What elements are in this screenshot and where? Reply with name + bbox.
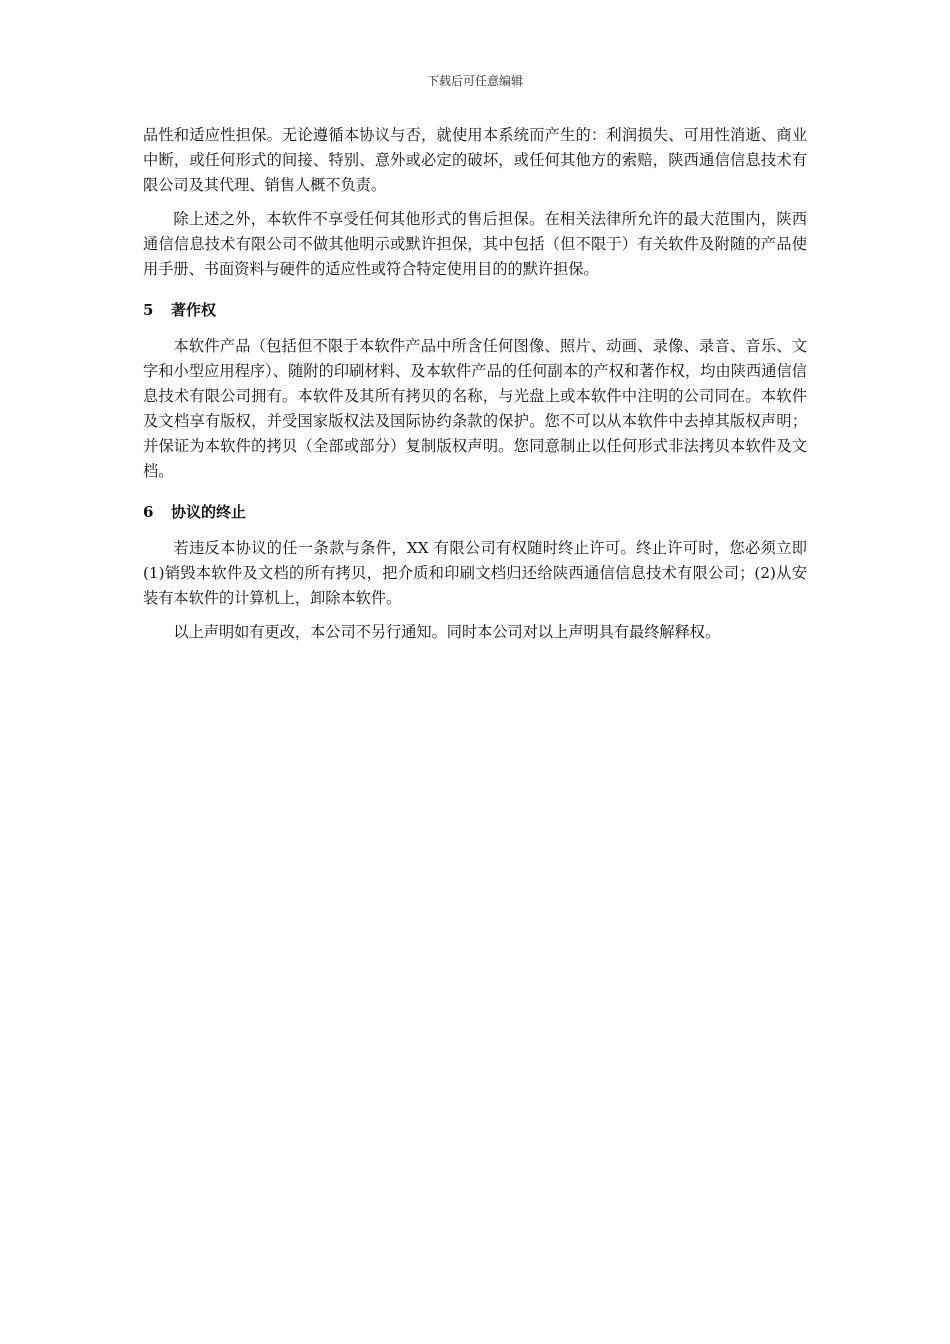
section-title: 协议的终止 <box>171 503 247 521</box>
paragraph-final-statement: 以上声明如有更改，本公司不另行通知。同时本公司对以上声明具有最终解释权。 <box>173 623 721 641</box>
paragraph-warranty: 除上述之外，本软件不享受任何其他形式的售后担保。在相关法律所允许的最大范围内，陕西通信信息技术有限公司不做其他明示或默许担保，其中包括（但不限于）有关软件及附随的产品使用手册、书面资料与硬件的适应性或符合特定使用目的的默许担保。 <box>143 210 807 278</box>
paragraph-termination: 若违反本协议的任一条款与条件，XX 有限公司有权随时终止许可。终止许可时，您必须立即(1)销毁本软件及文档的所有拷贝，把介质和印刷文档归还给陕西通信信息技术有限公司；(2)从安装有本软件的计算机上，卸除本软件。 <box>143 539 807 607</box>
section-number: 6 <box>143 503 154 521</box>
section-title: 著作权 <box>171 301 217 319</box>
paragraph-continued: 品性和适应性担保。无论遵循本协议与否，就使用本系统而产生的：利润损失、可用性消逝、商业中断，或任何形式的间接、特别、意外或必定的破坏，或任何其他方的索赔，陕西通信信息技术有限公司及其代理、销售人概不负责。 <box>143 126 807 194</box>
page-header: 下载后可任意编辑 <box>426 74 523 88</box>
document-body <box>143 123 807 654</box>
paragraph-copyright: 本软件产品（包括但不限于本软件产品中所含任何图像、照片、动画、录像、录音、音乐、文字和小型应用程序）、随附的印刷材料、及本软件产品的任何副本的产权和著作权，均由陕西通信信息技术有限公司拥有。本软件及其所有拷贝的名称，与光盘上或本软件中注明的公司同在。本软件及文档享有版权，并受国家版权法及国际协约条款的保护。您不可以从本软件中去掉其版权声明；并保证为本软件的拷贝（全部或部分）复制版权声明。您同意制止以任何形式非法拷贝本软件及文档。 <box>143 337 807 480</box>
section-number: 5 <box>143 301 154 319</box>
section-heading-copyright <box>143 298 807 323</box>
section-heading-termination <box>143 500 807 525</box>
